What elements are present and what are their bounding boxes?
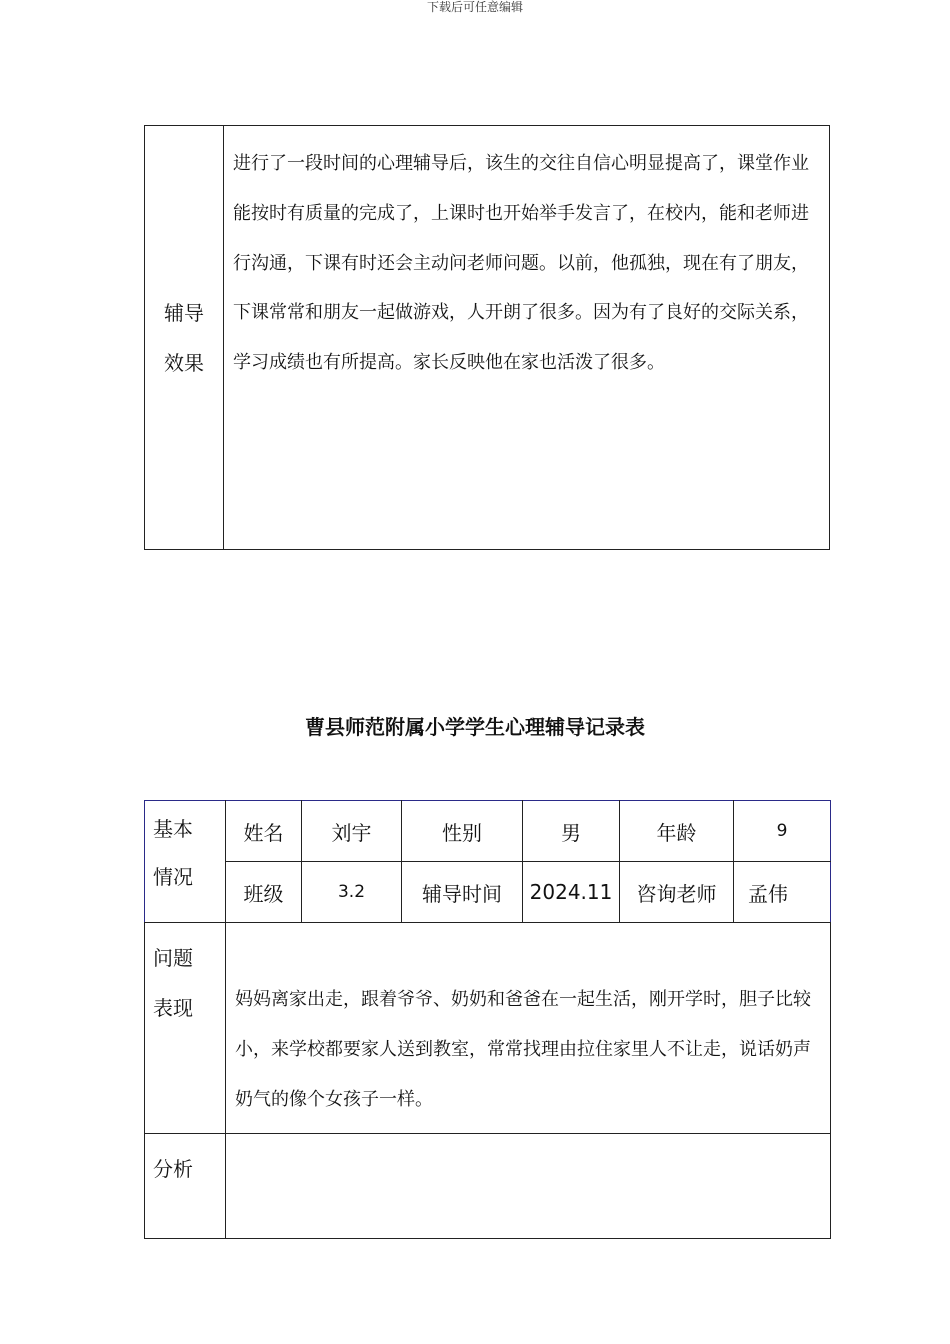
basic-info-label-line2: 情况 xyxy=(153,865,193,889)
teacher-label: 咨询老师 xyxy=(620,862,734,923)
analysis-row xyxy=(145,1134,831,1239)
problem-label-line1: 问题 xyxy=(153,946,193,970)
counseling-time-value: 2024.11 xyxy=(523,862,620,923)
name-value: 刘宇 xyxy=(302,801,402,862)
problem-label-cell xyxy=(145,923,226,1134)
age-label: 年龄 xyxy=(620,801,734,862)
age-value: 9 xyxy=(734,801,831,862)
page-header-note: 下载后可任意编辑 xyxy=(426,0,523,14)
name-label: 姓名 xyxy=(226,801,302,862)
analysis-label-cell xyxy=(145,1134,226,1239)
document-title: 曹县师范附属小学学生心理辅导记录表 xyxy=(305,715,645,739)
effect-content-text: 进行了一段时间的心理辅导后，该生的交往自信心明显提高了，课堂作业能按时有质量的完成了，上课时也开始举手发言了，在校内，能和老师进行沟通，下课有时还会主动问老师问题。以前，他孤独，现在有了朋友，下课常常和朋友一起做游戏，人开朗了很多。因为有了良好的交际关系，学习成绩也有所提高。家长反映他在家也活泼了很多。 xyxy=(233,153,809,374)
analysis-content-cell xyxy=(226,1134,831,1239)
counseling-record-table xyxy=(144,800,831,1239)
problem-content-text: 妈妈离家出走，跟着爷爷、奶奶和爸爸在一起生活，刚开学时，胆子比较小，来学校都要家人送到教室，常常找理由拉住家里人不让走，说话奶声奶气的像个女孩子一样。 xyxy=(235,989,811,1110)
effect-label-cell xyxy=(145,126,224,550)
effect-content-cell xyxy=(224,126,830,550)
class-value: 3.2 xyxy=(302,862,402,923)
basic-info-row-2 xyxy=(145,862,831,923)
basic-info-label-cell xyxy=(145,801,226,923)
class-label: 班级 xyxy=(226,862,302,923)
counseling-time-label: 辅导时间 xyxy=(402,862,523,923)
basic-info-row-1 xyxy=(145,801,831,862)
analysis-label: 分析 xyxy=(153,1157,193,1181)
effect-label-line1: 辅导 xyxy=(164,300,204,325)
effect-label-line2: 效果 xyxy=(164,350,204,375)
basic-info-label-line1: 基本 xyxy=(153,817,193,841)
teacher-value: 孟伟 xyxy=(734,862,831,923)
problem-content-cell xyxy=(226,923,831,1134)
gender-label: 性别 xyxy=(402,801,523,862)
counseling-effect-table xyxy=(144,125,830,550)
problem-row xyxy=(145,923,831,1134)
problem-label-line2: 表现 xyxy=(153,996,193,1020)
gender-value: 男 xyxy=(523,801,620,862)
